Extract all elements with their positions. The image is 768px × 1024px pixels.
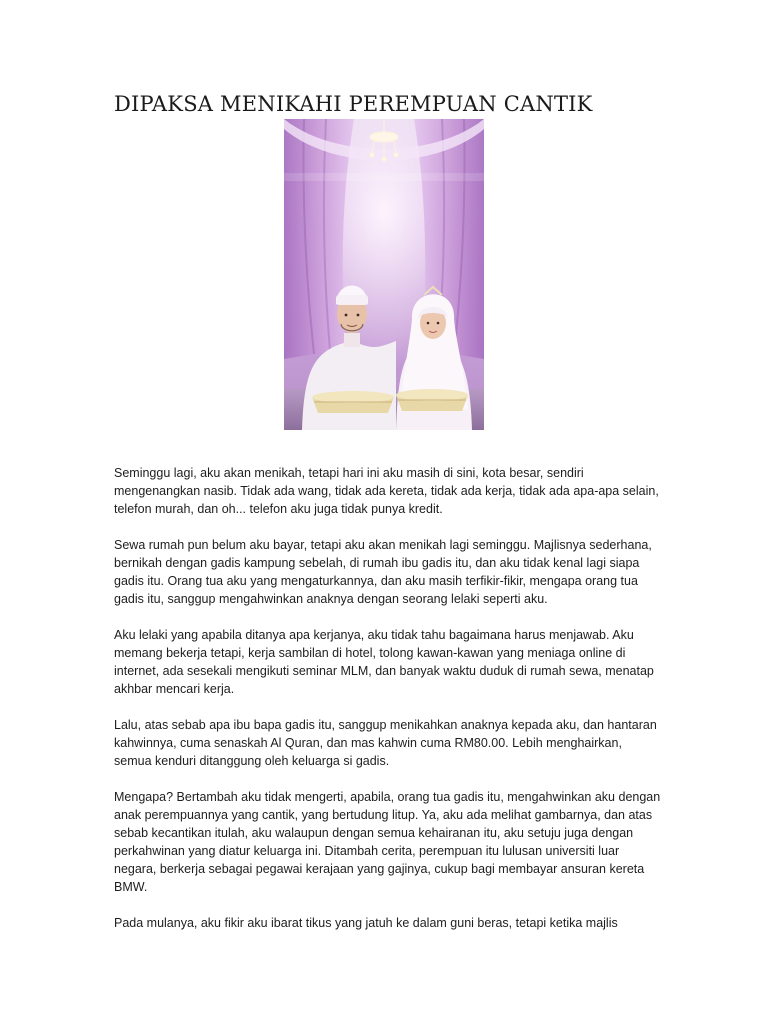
article-paragraph: Seminggu lagi, aku akan menikah, tetapi hari ini aku masih di sini, kota besar, sendiri mengenangkan nasib. Tidak ada wang, tidak ada kereta, tidak ada kerja, tidak ada apa-apa selain, telefon murah, dan oh... telefon aku juga tidak punya kredit. <box>114 466 659 516</box>
article-body <box>114 464 662 950</box>
article-paragraph: Sewa rumah pun belum aku bayar, tetapi aku akan menikah lagi seminggu. Majlisnya sederhana, bernikah dengan gadis kampung sebelah, di rumah ibu gadis itu, dan aku tidak kenal lagi siapa gadis itu. Orang tua aku yang mengaturkannya, dan aku masih terfikir-fikir, mengapa orang tua gadis itu, sanggup mengahwinkan anaknya dengan seorang lelaki seperti aku. <box>114 538 652 606</box>
article-title: DIPAKSA MENIKAHI PEREMPUAN CANTIK <box>114 92 593 116</box>
article-paragraph: Mengapa? Bertambah aku tidak mengerti, apabila, orang tua gadis itu, mengahwinkan aku dengan anak perempuannya yang cantik, yang bertudung litup. Ya, aku ada melihat gambarnya, dan atas sebab kecantikan itulah, aku walaupun dengan semua kehairanan itu, aku setuju juga dengan perkahwinan yang diatur keluarga ini. Ditambah cerita, perempuan itu lulusan universiti luar negara, berkerja sebagai pegawai kerajaan yang gajinya, cukup bagi membayar ansuran kereta BMW. <box>114 790 661 894</box>
article-paragraph: Pada mulanya, aku fikir aku ibarat tikus yang jatuh ke dalam guni beras, tetapi ketika majlis <box>114 916 618 930</box>
article-paragraph: Aku lelaki yang apabila ditanya apa kerjanya, aku tidak tahu bagaimana harus menjawab. Aku memang bekerja tetapi, kerja sambilan di hotel, tolong kawan-kawan yang meniaga online di internet, ada sesekali mengikuti seminar MLM, dan banyak waktu duduk di rumah sewa, menatap akhbar mencari kerja. <box>114 628 654 696</box>
article-paragraph: Lalu, atas sebab apa ibu bapa gadis itu, sanggup menikahkan anaknya kepada aku, dan hantaran kahwinnya, cuma senaskah Al Quran, dan mas kahwin cuma RM80.00. Lebih menghairkan, semua kenduri ditanggung oleh keluarga si gadis. <box>114 718 657 768</box>
wedding-photo <box>284 119 484 430</box>
